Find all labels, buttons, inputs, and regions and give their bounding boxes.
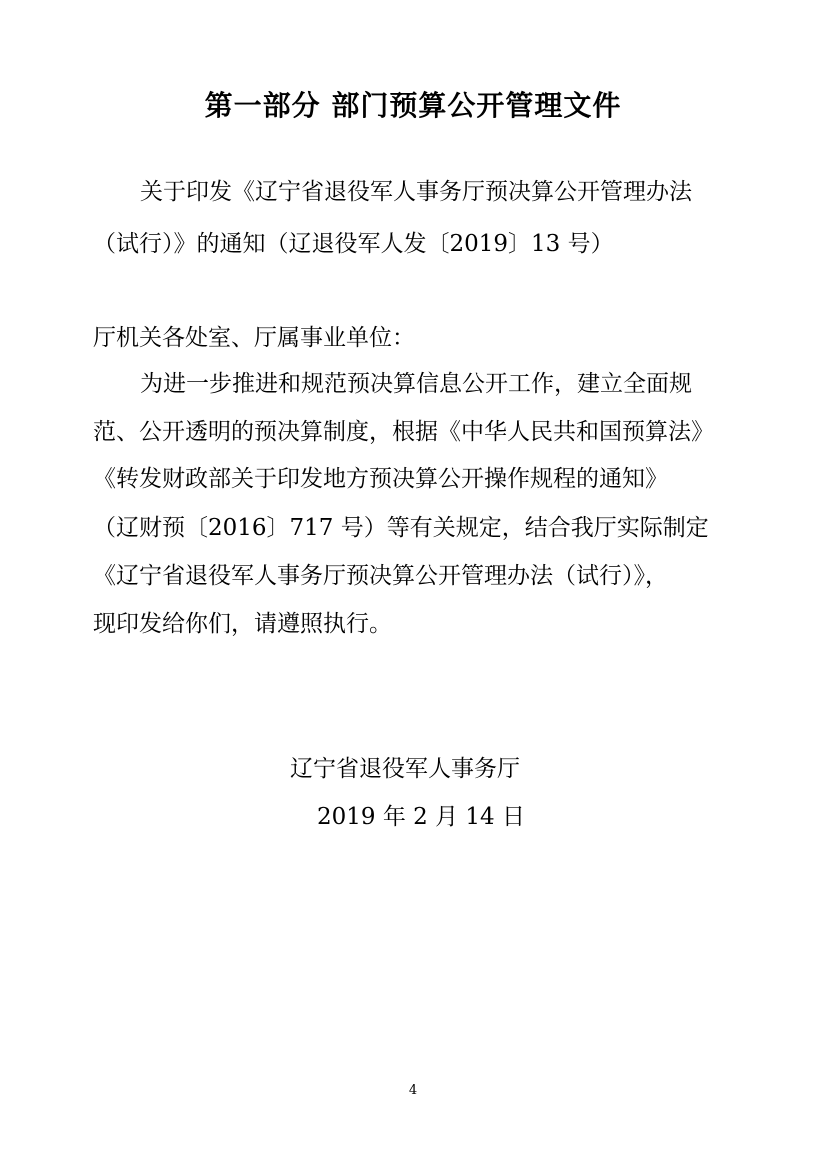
body-line-2: 范、公开透明的预决算制度，根据《中华人民共和国预算法》 (93, 419, 714, 445)
body-line-6: 现印发给你们，请遵照执行。 (93, 611, 392, 637)
page-number: 4 (408, 1083, 418, 1098)
signature-date: 2019 年 2 月 14 日 (317, 804, 525, 830)
body-line-5: 《辽宁省退役军人事务厅预决算公开管理办法（试行）》， (93, 563, 668, 589)
notice-heading-line-1: 关于印发《辽宁省退役军人事务厅预决算公开管理办法 (140, 179, 692, 205)
signature-organization: 辽宁省退役军人事务厅 (290, 756, 520, 782)
body-line-1: 为进一步推进和规范预决算信息公开工作，建立全面规 (140, 371, 692, 397)
page-title: 第一部分 部门预算公开管理文件 (204, 89, 622, 122)
body-line-4: （辽财预〔2016〕717 号）等有关规定，结合我厅实际制定 (93, 515, 709, 541)
salutation: 厅机关各处室、厅属事业单位： (93, 325, 415, 351)
notice-heading-line-2: （试行）》的通知（辽退役军人发〔2019〕13 号） (93, 231, 614, 257)
body-line-3: 《转发财政部关于印发地方预决算公开操作规程的通知》 (93, 466, 668, 492)
